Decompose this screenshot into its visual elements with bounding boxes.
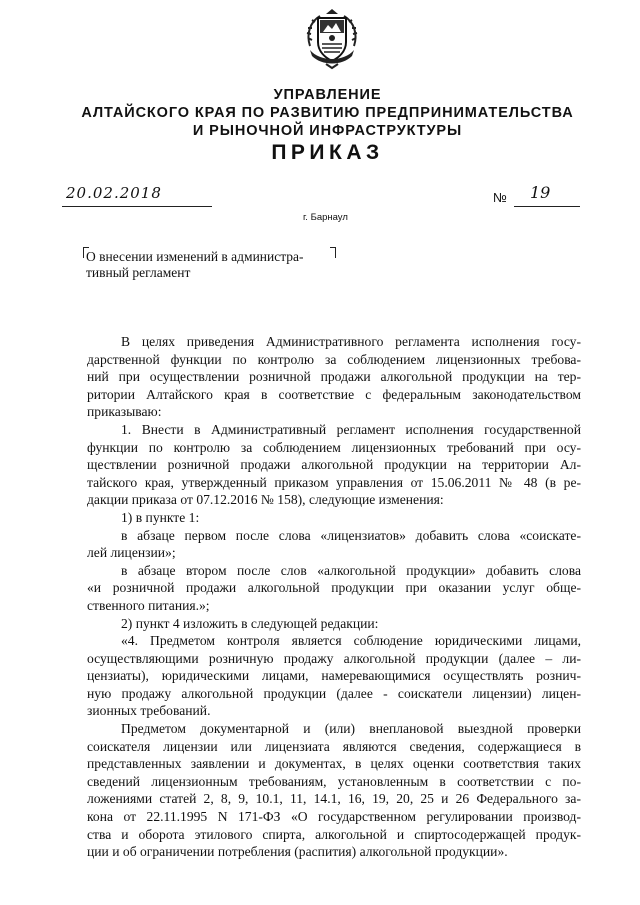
body-line: осуществляющими розничную продажу алкогольной продукции (далее – ли- <box>87 650 581 666</box>
body-line: ственного питания.»; <box>87 597 210 613</box>
body-line: тайского края, утвержденный приказом управления от 15.06.2011 № 48 (в ре- <box>87 474 581 490</box>
body-line: ную продажу алкогольной продукции (далее - соискатели лицензии) лицен- <box>87 685 581 701</box>
subject-block <box>86 249 346 281</box>
date-field <box>62 184 212 207</box>
body-line: ритории Алтайского края в соответствие с федеральным законодательством <box>87 386 581 402</box>
body-line: лей лицензии»; <box>87 545 176 561</box>
body-line: ложениями статей 2, 8, 9, 10.1, 11, 14.1, 16, 19, 20, 25 и 26 Федерального за- <box>87 791 581 807</box>
body-line: сведений лицензионным требованиям, установленным в соответствии с по- <box>87 773 581 789</box>
body-line: «4. Предметом контроля является соблюдение юридическими лицами, <box>121 633 581 649</box>
body-line: дарственной функции по контролю за соблюдением лицензионных требова- <box>87 351 581 367</box>
header-line-3: И РЫНОЧНОЙ ИНФРАСТРУКТУРЫ <box>192 123 463 139</box>
body-line: дакции приказа от 07.12.2016 № 158), следующие изменения: <box>87 492 444 508</box>
header-line-2: АЛТАЙСКОГО КРАЯ ПО РАЗВИТИЮ ПРЕДПРИНИМАТЕЛЬСТВА <box>81 105 574 121</box>
number-label: № <box>493 190 507 205</box>
body-line: соискателя лицензии или лицензиата являются сведения, содержащиеся в <box>87 738 581 754</box>
city-label: г. Барнаул <box>303 212 348 223</box>
order-body <box>87 333 581 861</box>
handwritten-number: 19 <box>530 183 551 202</box>
body-line: в абзаце втором после слов «алкогольной продукции» добавить слова <box>121 562 581 578</box>
body-line: кона от 22.11.1995 N 171-ФЗ «О государственном регулировании производ- <box>87 809 581 825</box>
body-line: Предметом документарной и (или) внеплановой выездной проверки <box>121 721 581 737</box>
header-line-1: УПРАВЛЕНИЕ <box>273 87 382 103</box>
body-line: 2) пункт 4 изложить в следующей редакции: <box>121 615 379 631</box>
body-line: ции и об ограничении потребления (распития) алкогольной продукции». <box>87 844 508 860</box>
body-line: приказываю: <box>87 404 162 420</box>
body-line: «и розничной продажи алкогольной продукции при оказании услуг обще- <box>87 580 581 596</box>
handwritten-date: 20.02.2018 <box>66 184 162 202</box>
body-line: 1) в пункте 1: <box>121 509 200 525</box>
body-line: функции по контролю за соблюдением лицензионных требований при осу- <box>87 439 581 455</box>
body-line: представленных заявлении и документах, в целях оценки соответствия таких <box>87 756 581 772</box>
body-line: ства и оборота этилового спирта, алкогольной и спиртосодержащей продук- <box>87 826 581 842</box>
subject-line-1: О внесении изменений в администра- <box>86 249 304 264</box>
body-line: цензиаты), юридическими лицами, намеревающимися осуществлять рознич- <box>87 668 581 684</box>
body-line: зионных требований. <box>87 703 211 719</box>
subject-line-2: тивный регламент <box>86 265 191 280</box>
body-line: ществлении розничной продажи алкогольной продукции на территории Ал- <box>87 457 581 473</box>
body-line: 1. Внести в Административный регламент исполнения государственной <box>121 421 581 437</box>
body-line: ний при осуществлении розничной продажи алкогольной продукции на тер- <box>87 369 581 385</box>
document-type-title: ПРИКАЗ <box>271 141 384 164</box>
coat-of-arms-emblem <box>300 6 364 70</box>
body-line: в абзаце первом после слова «лицензиатов» добавить слова «соискате- <box>121 527 581 543</box>
number-field <box>514 183 580 207</box>
body-line: В целях приведения Административного регламента исполнения госу- <box>121 334 581 349</box>
